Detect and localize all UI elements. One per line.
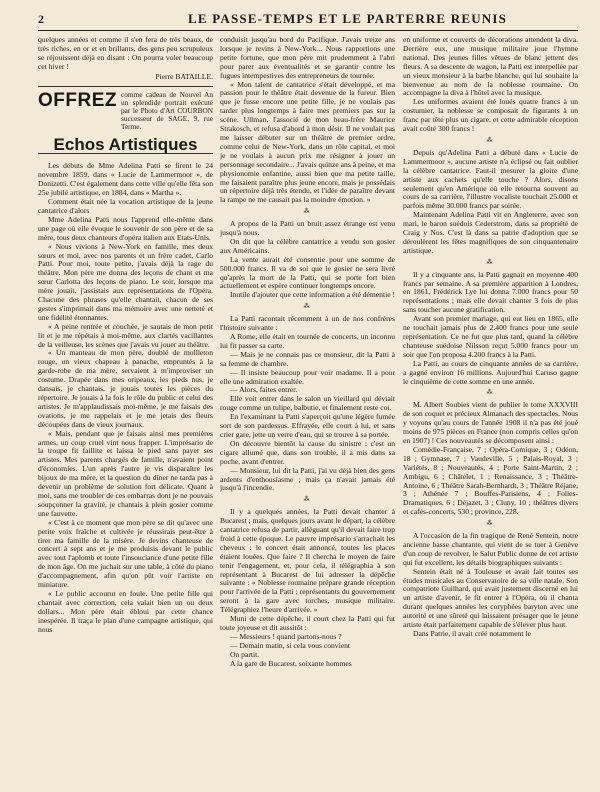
article-paragraph: « A peine rentrée et couchée, je sautais de mon petit lit et je me répétais à moi-même, aux clartés vacillantes de la veilleuse, les scènes que j'avais vu jouer au théâtre. bbox=[38, 321, 213, 349]
article-paragraph: On dit que la célèbre cantatrice a vendu son gosier aux Américains. bbox=[220, 236, 395, 255]
column-middle bbox=[220, 36, 395, 786]
article-paragraph: Comédie-Française, 7 ; Opéra-Comique, 3 ; Odéon, 18 ; Gymnase, 7 ; Vaudeville, 5 ; Palais-Royal, 3 ; Variétés, 8 ; Nouveautés, 4 ; Porte Saint-Martin, 2 ; Ambigu, 6 ; Châtelet, 1 ; Renaissance, 3 ; Théâtre-Antoine, 6 ; Théâtre Sarah-Bernhardt, 3 ; Théâtre Réjane, 3 ; Athénée 7 ; Bouffes-Parisiens, 4 ; Folies-Dramatiques, 6 ; Déjazet, 3 ; Cluny, 10 ; théâtres divers et cafés-concerts, 530 ; province, 228. bbox=[403, 444, 578, 517]
article-paragraph: En l'examinant la Patti s'aperçoit qu'une légère fumée sort de son pardessus. Effrayée, elle court à lui, et sans crier gare, jette un verre d'eau, qui se trouve à sa portée. bbox=[220, 412, 395, 439]
article-paragraph: A propos de la Patti un bruit assez étrange est venu jusqu'à nous. bbox=[220, 219, 395, 238]
article-paragraph: Comment était née la vocation artistique de la jeune cantatrice d'alors bbox=[38, 197, 213, 215]
article-paragraph: en uniforme et couverts de décorations attendent la diva. Derrière eux, une musique militaire joue l'hymne national. Des jeunes filles vêtues de blanc jettent des fleurs. A sa descente de wagon, la Patti est interpellée par un vieux monsieur à la barbe blanche, qui lui souhaite la bienvenue au nom de la noblesse roumaine. On accompagne la diva à l'hôtel avec la musique. bbox=[403, 36, 578, 98]
article-paragraph: A la gare de Bucarest, soixante hommes bbox=[230, 658, 352, 668]
signature: Pierre BATAILLE. bbox=[155, 71, 213, 81]
column-left bbox=[38, 36, 213, 786]
divider bbox=[38, 86, 213, 87]
article-paragraph: Avant son premier mariage, qui eut lieu en 1865, elle ne touchait jamais plus de 2.400 francs pour une seule représentation. Ce ne fut que plus tard, quand la célèbre chanteuse suédoise Nilsson reçut 5.000 francs pour un soir que l'on proposa 4.200 francs à la Patti. bbox=[403, 314, 578, 359]
article-paragraph: Mme Adelina Patti nous l'apprend elle-même dans une page où elle évoque le souvenir de son père et de sa mère, tous deux chanteurs d'opéra italien aux Etats-Unis. bbox=[38, 214, 213, 242]
ad-text: comme cadeau de Nouvel An un splendide portrait exécuté par le Photo d'Art COURBON successeur de SAGE, 9, rue Terme. bbox=[121, 89, 213, 131]
article-paragraph: Dans Patrie, il avait créé notamment le bbox=[413, 629, 531, 638]
separator-ornament: ⁂ bbox=[486, 521, 495, 528]
masthead-title: LE PASSE-TEMPS ET LE PARTERRE REUNIS bbox=[188, 11, 508, 26]
article-paragraph: « Mais, pendant que je faisais ainsi mes premières armes, un coup cruel vint nous frapper. L'imprésario de la troupe fit faillite et laissa le pied sans payer ses artistes. Mes parents chargés de famille, n'avaient point d'économies. L'un après l'autre je vis disparaître les bijoux de ma mère, et la question du dîner ne tarda pas à devenir un problème de solution fort délicate. Quant à moi, sans me troubler de ces embarras dont je ne pouvais soupçonner la gravité, je chantais à plein gosier comme une fauvette. bbox=[38, 428, 213, 518]
article-paragraph: Il y a cinquante ans, la Patti gagnait en moyenne 400 francs par semaine. A sa première apparition à Londres, en 1861, Frédérick Lye lui donna 7.000 francs pour 50 représentations ; mais elle devait chanter 3 fois de plus sans toucher aucune gratification. bbox=[403, 269, 578, 315]
article-paragraph: Inutile d'ajouter que cette information a été démentie ! bbox=[230, 290, 395, 300]
advertisement bbox=[38, 91, 213, 131]
article-paragraph: — Demain matin, si cela vous convient bbox=[230, 640, 350, 650]
article-paragraph: « Un manteau de mon père, doublé de mollleton rouge, un vieux chapeau à panache, empruntés à la garde-robe de ma mère, servaient à m'improviser un costume. Drapée dans mes oripeaux, les pieds nus, je dansais, je chantais, je jouais toutes les pièces du répertoire. Je jouais à la fois le rôle du public et celui des artistes. Je m'applaudissais moi-même, je me faisais des ovations, je me rappelais et je me jetais des fleurs découpées dans de vieux journaux. bbox=[38, 348, 213, 429]
article-paragraph: « C'est à ce moment que mon père se dit qu'avec une petite voix fraîche et cultivée je réussirais peut-être à tirer ma famille de la misère. Je devins chanteuse de concert à sept ans et je me produisis devant le public avec tout l'aplomb et toute l'insouciance d'une petite fille de mon âge. On me juchait sur une table, à côté du piano d'accompagnement, afin qu'on pût voir l'artiste en miniature. bbox=[38, 517, 213, 590]
separator-ornament: ⁂ bbox=[486, 137, 495, 144]
separator-ornament: ⁂ bbox=[303, 304, 312, 311]
separator-ornament: ⁂ bbox=[303, 497, 312, 504]
column-right bbox=[403, 36, 578, 786]
article-paragraph: « Le public accourut en foule. Une petite fille qui chantait avec correction, cela valait bien un ou deux dollars... Mon père était ébloui par cette chance inespérée. Il traça le plan d'une campagne artistique, qui nous bbox=[38, 588, 213, 634]
separator-ornament: ⁂ bbox=[486, 259, 495, 266]
article-paragraph: — Il insiste beaucoup pour voir madame. Il a pour elle une admiration exaltée. bbox=[220, 367, 395, 386]
ad-headline: OFFREZ bbox=[38, 89, 117, 111]
separator-ornament: ⁂ bbox=[486, 390, 495, 397]
article-paragraph: Sentein était né à Toulouse et avait fait toutes ses études musicales au Conservatoire de sa ville natale. Son compatriote Guilhard, qui avait justement discerné en lui un artiste d'avenir, le fit entrer à l'Opéra, où il chanta durant quelques années les coryphées baryton avec une autorité et une sûreté qui laissaient présager que le jeune artiste était parfaitement capable de s'élever plus haut. bbox=[403, 566, 578, 630]
separator-ornament: ⁂ bbox=[303, 209, 312, 216]
page-number: 2 bbox=[38, 12, 44, 26]
article-paragraph: Les uniformes avaient été loués quatre francs à un costumier, la noblesse se composait de figurants à un franc par tête plus un cigare, et cette admirable réception avait coûté 300 francs ! bbox=[403, 97, 578, 134]
article-paragraph: A Rome, elle était en tournée de concerts, un inconnu lui fit passer sa carte. bbox=[220, 332, 395, 350]
article-paragraph: Les débuts de Mme Adelina Patti se firent le 24 novembre 1859, dans « Lucie de Lammermoor », de Donizetti. C'est également dans cette ville qu'elle fêta son 25e jubilé artistique, en 1884, dans « Martha ». bbox=[38, 161, 213, 198]
article-paragraph: Muni de cette dépêche, il court chez la Patti qui fut toute joyeuse et dit aussitôt : bbox=[220, 614, 395, 632]
section-title: Echos Artistiques bbox=[38, 141, 213, 155]
article-paragraph: Elle voit entrer dans le salon un vieillard qui déviait rouge comme un tulipe, balbutie, et finalement reste coi. bbox=[220, 394, 395, 413]
article-paragraph: — Alors, faites entrer. bbox=[230, 385, 298, 395]
article-paragraph: — Mais je ne connais pas ce monsieur, dit la Patti à sa femme de chambre. bbox=[220, 349, 395, 368]
article-paragraph: « Nous vivions à New-York en famille, mes deux sœurs et moi, avec nos parents et un frère cadet, Carlo Patti. Pour moi, toute petite, j'avais déjà la rage du théâtre. Mon père me donna des leçons de chant et ma sœur Carlotta des leçons de piano. Le soir, lorsque ma mère jouait, j'assistais aux représentations de l'Opéra. Chacune des phrases qu'elle chantait, chacun de ses gestes s'imprimait dans ma mémoire avec une netteté et une fidélité étonnantes. bbox=[38, 241, 213, 322]
article-paragraph: On découvre bientôt la cause du sinistre : c'est un cigare allumé que, dans son trouble, il a mis dans sa poche, avant d'entrer. bbox=[220, 438, 395, 466]
article-paragraph: La vente aurait été consentie pour une somme de 500.000 francs. Il va de soi que le gosier ne sera livré qu'après la mort de la Patti, qui se porte fort bien actuellement et espère continuer longtemps encore. bbox=[220, 254, 395, 291]
article-paragraph: — Monsieur, lui dit la Patti, j'ai vu déjà bien des gens ardents d'enthousiasme ; mais ça n'avait jamais été jusqu'à l'incendie. bbox=[220, 465, 395, 493]
article-paragraph: conduisit jusqu'au bord du Pacifique. J'avais treize ans lorsque je revins à New-York... Nous rapportions une petite fortune, que mon père mit prudemment à l'abri pour parer aux éventualités et se garantir contre les fugues intempestives des entrepreneurs de tournée. bbox=[220, 36, 395, 80]
article-paragraph: « Mon talent de cantatrice s'était développé, et ma passion pour le théâtre était devenue de la fureur. Bien que je fusse encore une petite fille, je ne voulais pas tarder plus longtemps à faire mes premiers pas sur la scène. Ullman, l'associé de mon beau-frère Maurice Strakosch, et refusa d'abord à mon désir. Il ne voulait pas me laisser débuter sur un théâtre de premier ordre, comme celui de New-York, dans un rôle capital, et moi je ne voulais à aucun prix me résigner à jouer un personnage secondaire... J'avais quinze ans à peine, et ma physionomie enfantine, aussi bien que ma petite taille, me faisaient paraître plus jeune encore, mais je possédais un répertoire déjà très étendu, et l'idée de paraître devant la rampe ne me causait pas la moindre émotion. » bbox=[220, 79, 395, 205]
article-paragraph: Il y a quelques années, la Patti devait chanter à Bucarest ; mais, quelques jours avant le départ, la célèbre cantatrice refusa de partir, alléguant qu'il devait faire trop froid à cette époque. Le pauvre imprésario s'arrachait les cheveux : le concert était annoncé, toutes les places étaient louées. Que faire ? Il chercha le moyen de faire tenir l'engagement, et, pour cela, il télégraphia à son représentant à Bucarest de lui adresser la dépêche suivante : « Noblesse roumaine prépare grande réception pour l'arrivée de la Patti ; représentants du gouvernement seront à la gare avec torches, musique militaire. Télégraphiez l'heure d'arrivée. » bbox=[220, 507, 395, 615]
intro-paragraph: quelques années et comme il s'en fera de très beaux, de très riches, en or et en brillants, des gens peu scrupuleux se réjouissent déjà en disant : On pourra voler beaucoup cet hiver ! bbox=[38, 36, 213, 71]
article-paragraph: La Patti racontait récemment à un de nos confrères l'histoire suivante : bbox=[220, 314, 395, 333]
article-paragraph: Depuis qu'Adelina Patti a débuté dans « Lucie de Lammermoor », aucune artiste n'a éclipsé ou fait oublier la célèbre cantatrice. Faut-il mesurer la gloire d'une artiste aux cachets qu'elle touche ? Alors, disons seulement qu'en Amérique où elle retourna souvent au cours de sa carrière, l'illustre vocaliste touchait 25.000 et parfois même 30.000 francs par soirée. bbox=[403, 147, 578, 211]
article-paragraph: — Messieurs ! quand partons-nous ? bbox=[230, 631, 342, 641]
article-paragraph: On partit. bbox=[230, 649, 260, 659]
article-paragraph: La Patti, au cours de cinquante années de sa carrière, a gagné environ 16 millions. Aujourd'hui Caruso gagne le cinquième de cette somme en une année. bbox=[403, 358, 578, 386]
article-paragraph: M. Albert Soubies vient de publier le tome XXXVIII de son coquet et précieux Almanach des spectacles. Nous y voyons qu'au cours de l'année 1908 il n'a pas été joué moins de 975 pièces en France (non compris celles qu'on en 1907) ! Ces nouveautés se décomposent ainsi : bbox=[403, 400, 578, 445]
article-paragraph: A l'occasion de la fin tragique de René Sentein, notre ancienne basse chantante, qui vient de se tuer à Genève d'un coup de revolver, le Salut Public donne de cet artiste qui fut excellent, les détails biographiques suivants : bbox=[403, 531, 578, 567]
page-header bbox=[38, 8, 578, 31]
article-paragraph: Maintenant Adelina Patti vit en Angleterre, avec son mari, le baron suédois Cederstrom, dans sa propriété de Craig y Nos. C'est là dans sa patrie d'adoption que se déroulèrent les fêtes magnifiques de son cinquantenaire artistique. bbox=[403, 210, 578, 255]
